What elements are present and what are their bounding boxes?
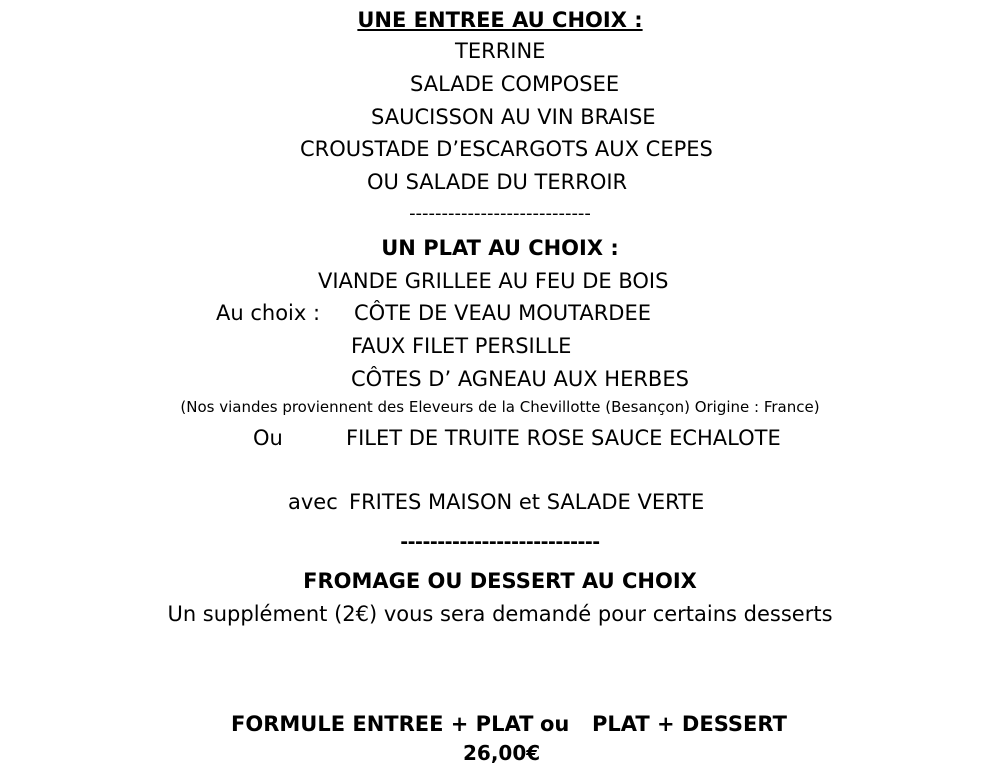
formule-or: ou xyxy=(540,712,570,736)
separator-line: --------------------------- xyxy=(400,531,600,553)
choice-label: Au choix : xyxy=(216,301,321,325)
or-label: Ou xyxy=(253,426,283,450)
plat-intro: VIANDE GRILLEE AU FEU DE BOIS xyxy=(318,269,669,293)
with-label: avec xyxy=(288,490,338,514)
separator-line: ---------------------------- xyxy=(409,203,591,224)
entree-item: TERRINE xyxy=(455,39,546,63)
entree-item: CROUSTADE D’ESCARGOTS AUX CEPES xyxy=(300,137,713,161)
fish-item: FILET DE TRUITE ROSE SAUCE ECHALOTE xyxy=(346,426,781,450)
entree-item: OU SALADE DU TERROIR xyxy=(367,170,628,194)
sides-text: FRITES MAISON et SALADE VERTE xyxy=(349,490,705,514)
entree-heading: UNE ENTREE AU CHOIX : xyxy=(357,8,643,32)
entree-item: SALADE COMPOSEE xyxy=(410,72,620,96)
meat-item: FAUX FILET PERSILLE xyxy=(351,334,572,358)
formule-right: PLAT + DESSERT xyxy=(592,712,787,736)
formule-left: FORMULE ENTREE + PLAT xyxy=(231,712,534,736)
entree-item: SAUCISSON AU VIN BRAISE xyxy=(371,105,656,129)
fromage-dessert-heading: FROMAGE OU DESSERT AU CHOIX xyxy=(303,569,697,593)
dessert-supplement-note: Un supplément (2€) vous sera demandé pour certains desserts xyxy=(167,602,833,626)
formule-price: 26,00€ xyxy=(463,741,541,765)
meat-item: CÔTE DE VEAU MOUTARDEE xyxy=(354,301,652,325)
meat-item: CÔTES D’ AGNEAU AUX HERBES xyxy=(351,367,689,391)
origin-note: (Nos viandes proviennent des Eleveurs de la Chevillotte (Besançon) Origine : France) xyxy=(180,398,820,416)
plat-heading: UN PLAT AU CHOIX : xyxy=(381,236,619,260)
